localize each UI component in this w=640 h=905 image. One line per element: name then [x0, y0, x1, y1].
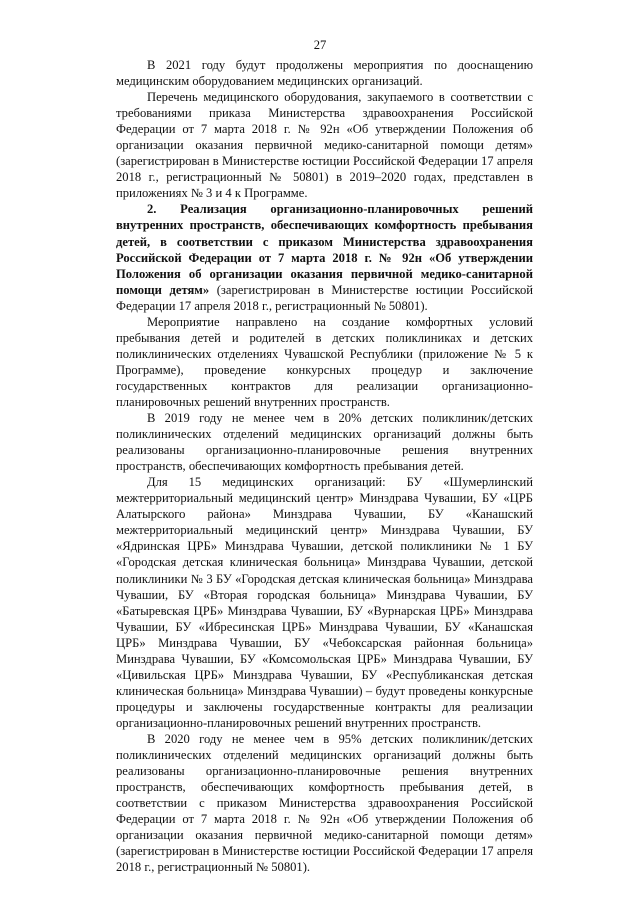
paragraph-equipment-2021: В 2021 году будут продолжены мероприятия по дооснащению медицинским оборудованием медицинских организаций.	[116, 58, 533, 89]
document-body	[116, 57, 533, 875]
paragraph-2020-target: В 2020 году не менее чем в 95% детских поликлиник/детских поликлинических отделений медицинских организаций должны быть реализованы организационно-планировочные решения внутренних пространств, обеспечивающих комфортность пребывания детей, в соответствии с приказом Министерства здравоохранения Российской Федерации от 7 марта 2018 г. № 92н «Об утверждении Положения об организации оказания первичной медико-санитарной помощи детям» (зарегистрирован в Министерстве юстиции Российской Федерации 17 апреля 2018 г., регистрационный № 50801).	[116, 731, 533, 875]
section-heading-2-registration: (зарегистрирован в Министерстве юстиции Российской Федерации 17 апреля 2018 г., регистрационный № 50801).	[116, 282, 533, 313]
paragraph-measure-purpose: Мероприятие направлено на создание комфортных условий пребывания детей и родителей в детских поликлиниках и детских поликлинических отделениях Чувашской Республики (приложение № 5 к Программе), проведение конкурсных процедур и заключение государственных контрактов для реализации организационно-планировочных решений внутренних пространств.	[116, 314, 533, 409]
paragraph-organizations-list: Для 15 медицинских организаций: БУ «Шумерлинский межтерриториальный медицинский центр» Минздрава Чувашии, БУ «ЦРБ Алатырского района» Минздрава Чувашии, БУ «Канашский межтерриториальный медицинский центр» Минздрава Чувашии, БУ «Ядринская ЦРБ» Минздрава Чувашии, детской поликлиники № 1 БУ «Городская детская клиническая больница» Минздрава Чувашии, детской поликлиники № 3 БУ «Городская детская клиническая больница» Минздрава Чувашии, БУ «Вторая городская больница» Минздрава Чувашии, БУ «Батыревская ЦРБ» Минздрава Чувашии, БУ «Вурнарская ЦРБ» Минздрава Чувашии, БУ «Ибресинская ЦРБ» Минздрава Чувашии, БУ «Канашская ЦРБ» Минздрава Чувашии, БУ «Чебоксарская районная больница» Минздрава Чувашии, БУ «Комсомольская ЦРБ» Минздрава Чувашии, БУ «Цивильская ЦРБ» Минздрава Чувашии, БУ «Республиканская детская клиническая больница» Минздрава Чувашии) – будут проведены конкурсные процедуры и заключены государственные контракты для реализации организационно-планировочных решений внутренних пространств.	[116, 475, 533, 730]
paragraph-2019-target: В 2019 году не менее чем в 20% детских поликлиник/детских поликлинических отделений медицинских организаций должны быть реализованы организационно-планировочные решения внутренних пространств, обеспечивающих комфортность пребывания детей.	[116, 411, 533, 474]
paragraph-equipment-list: Перечень медицинского оборудования, закупаемого в соответствии с требованиями приказа Министерства здравоохранения Российской Федерации от 7 марта 2018 г. № 92н «Об утверждении Положения об организации оказания первичной медико-санитарной помощи детям» (зарегистрирован в Министерстве юстиции Российской Федерации 17 апреля 2018 г., регистрационный № 50801) в 2019–2020 годах, представлен в приложениях № 3 и 4 к Программе.	[116, 90, 533, 201]
section-heading-2-bold: 2. Реализация организационно-планировочных решений внутренних пространств, обеспечивающих комфортность пребывания детей, в соответствии с приказом Министерства здравоохранения Российской Федерации от 7 марта 2018 г. № 92н «Об утверждении Положения об организации оказания первичной медико-санитарной помощи детям»	[116, 202, 533, 297]
page-number: 27	[313, 38, 327, 52]
section-heading-2	[116, 201, 533, 313]
